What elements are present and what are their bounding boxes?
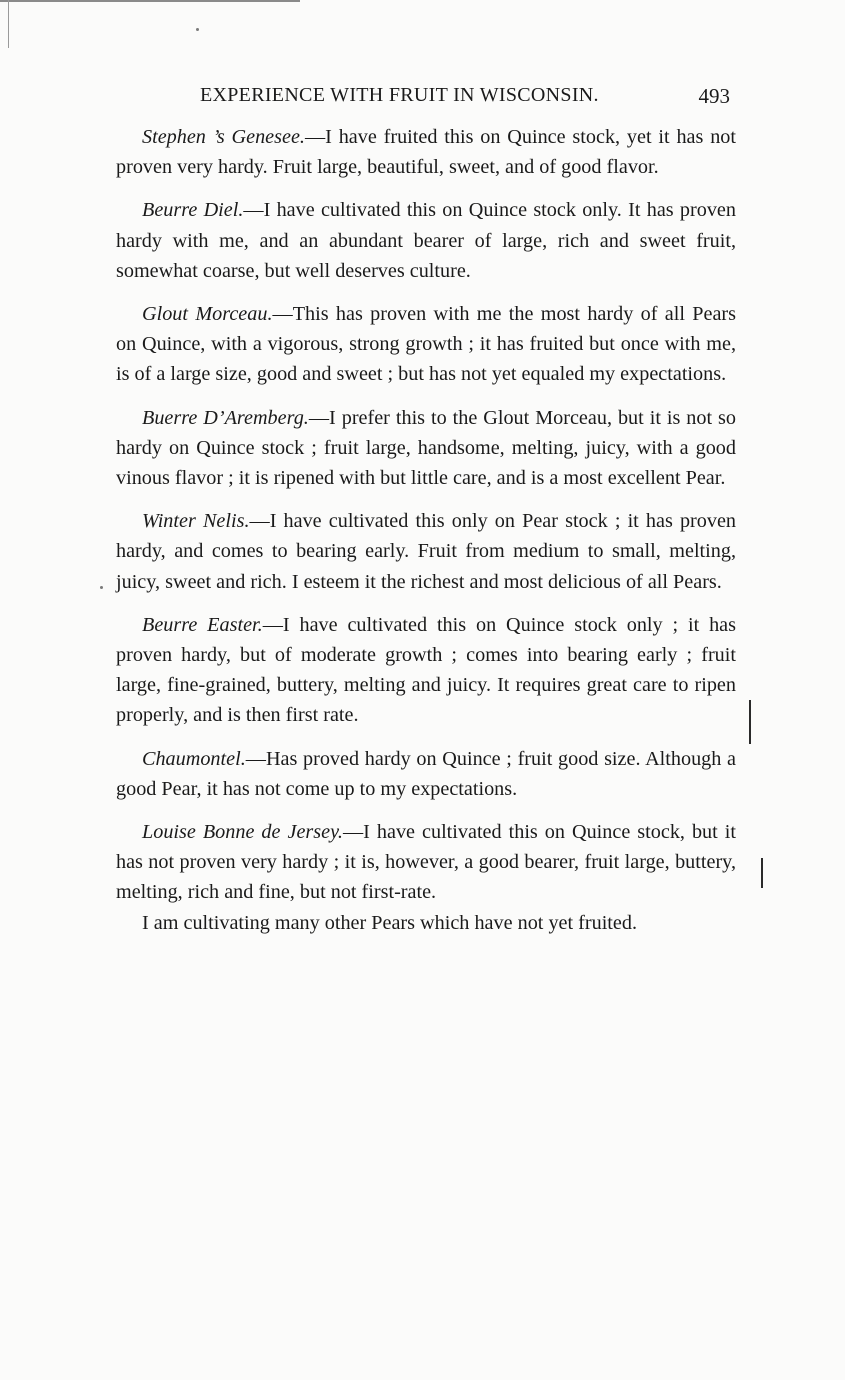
margin-pencil-mark bbox=[749, 700, 751, 744]
entry-text: —I have cultivated this on Quince stock only ; it has proven hardy, but of moderate growth ; comes into bearing early ; fruit large, fine-grained, buttery, melting and juicy. It requires great care to ripen properly, and is then first rate. bbox=[116, 613, 736, 727]
variety-name: Chaumontel. bbox=[142, 747, 246, 770]
closing-sentence: I am cultivating many other Pears which have not yet fruited. bbox=[142, 911, 638, 934]
top-edge-rule bbox=[0, 0, 300, 2]
entry-buerre-daremberg bbox=[116, 403, 736, 494]
variety-name: Glout Morceau. bbox=[142, 303, 273, 326]
body-text bbox=[116, 122, 736, 938]
paper-speck bbox=[100, 586, 103, 589]
variety-name: Buerre D’Aremberg. bbox=[142, 406, 309, 429]
variety-name: Louise Bonne de Jersey. bbox=[142, 821, 343, 844]
entry-text: —I have cultivated this only on Pear stock ; it has proven hardy, and comes to bearing early. Fruit from medium to small, melting, juicy, sweet and rich. I esteem it the richest and most delicious of all Pears. bbox=[116, 510, 736, 593]
entry-winter-nelis bbox=[116, 506, 736, 597]
page-number: 493 bbox=[698, 84, 730, 108]
entry-text: —I have fruited this on Quince stock, yet it has not proven very hardy. Fruit large, beautiful, sweet, and of good flavor. bbox=[116, 126, 737, 179]
entry-glout-morceau bbox=[116, 299, 736, 390]
variety-name: Stephen ’s Genesee. bbox=[142, 126, 305, 148]
entry-text: —Has proved hardy on Quince ; fruit good size. Although a good Pear, it has not come up to my expectations. bbox=[116, 747, 736, 800]
entry-stephens-genesee bbox=[116, 122, 736, 182]
margin-pencil-mark bbox=[761, 858, 763, 888]
variety-name: Beurre Diel. bbox=[142, 199, 244, 222]
entry-beurre-easter bbox=[116, 610, 736, 731]
variety-name: Beurre Easter. bbox=[142, 613, 263, 636]
paper-speck bbox=[196, 28, 199, 31]
entry-chaumontel bbox=[116, 744, 736, 804]
variety-name: Winter Nelis. bbox=[142, 510, 250, 533]
entry-louise-bonne-de-jersey bbox=[116, 817, 736, 908]
entry-beurre-diel bbox=[116, 195, 736, 286]
left-edge-rule bbox=[8, 0, 9, 48]
entry-text: —I have cultivated this on Quince stock, but it has not proven very hardy ; it is, however, a good bearer, fruit large, buttery, melting, rich and fine, but not first-rate. bbox=[116, 821, 736, 904]
entry-text: —This has proven with me the most hardy of all Pears on Quince, with a vigorous, strong growth ; it has fruited but once with me, is of a large size, good and sweet ; but has not yet equaled my expectations. bbox=[116, 303, 737, 386]
entry-text: —I prefer this to the Glout Morceau, but it is not so hardy on Quince stock ; fruit large, handsome, melting, juicy, with a good vinous flavor ; it is ripened with but little care, and is a most excellent Pear. bbox=[116, 406, 737, 490]
running-header bbox=[116, 84, 736, 114]
running-title: EXPERIENCE WITH FRUIT IN WISCONSIN. bbox=[200, 84, 599, 106]
entry-text: —I have cultivated this on Quince stock only. It has proven hardy with me, and an abundant bearer of large, rich and sweet fruit, somewhat coarse, but well deserves culture. bbox=[116, 199, 736, 282]
